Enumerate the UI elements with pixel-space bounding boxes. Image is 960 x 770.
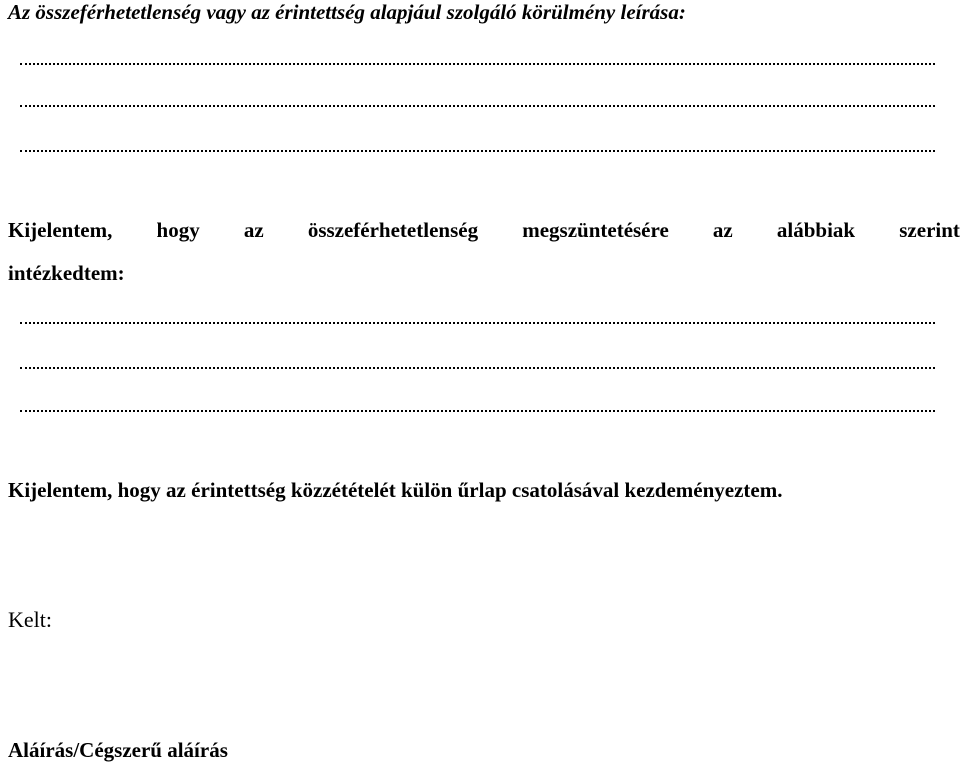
dotted-fill-line[interactable] (20, 105, 935, 107)
signature-label: Aláírás/Cégszerű aláírás (8, 738, 228, 762)
declaration-word: megszüntetésére (522, 218, 669, 242)
declaration-word: az (712, 218, 733, 242)
dotted-fill-line[interactable] (20, 63, 935, 65)
declaration-measures (8, 220, 960, 241)
date-label: Kelt: (8, 607, 52, 632)
declaration-word: hogy (156, 218, 200, 242)
section-heading: Az összeférhetetlenség vagy az érintettség alapjául szolgáló körülmény leírása: (8, 0, 686, 24)
declaration-continuation: intézkedtem: (8, 261, 125, 285)
dotted-fill-line[interactable] (20, 410, 935, 412)
dotted-fill-line[interactable] (20, 150, 935, 152)
declaration-word: az (243, 218, 264, 242)
declaration-word: szerint (899, 218, 960, 242)
declaration-disclosure: Kijelentem, hogy az érintettség közzétételét külön űrlap csatolásával kezdeményeztem. (8, 478, 783, 502)
declaration-word: összeférhetetlenség (307, 218, 479, 242)
dotted-fill-line[interactable] (20, 367, 935, 369)
dotted-fill-line[interactable] (20, 322, 935, 324)
declaration-word: Kijelentem, (8, 218, 113, 242)
declaration-word: alábbiak (776, 218, 856, 242)
